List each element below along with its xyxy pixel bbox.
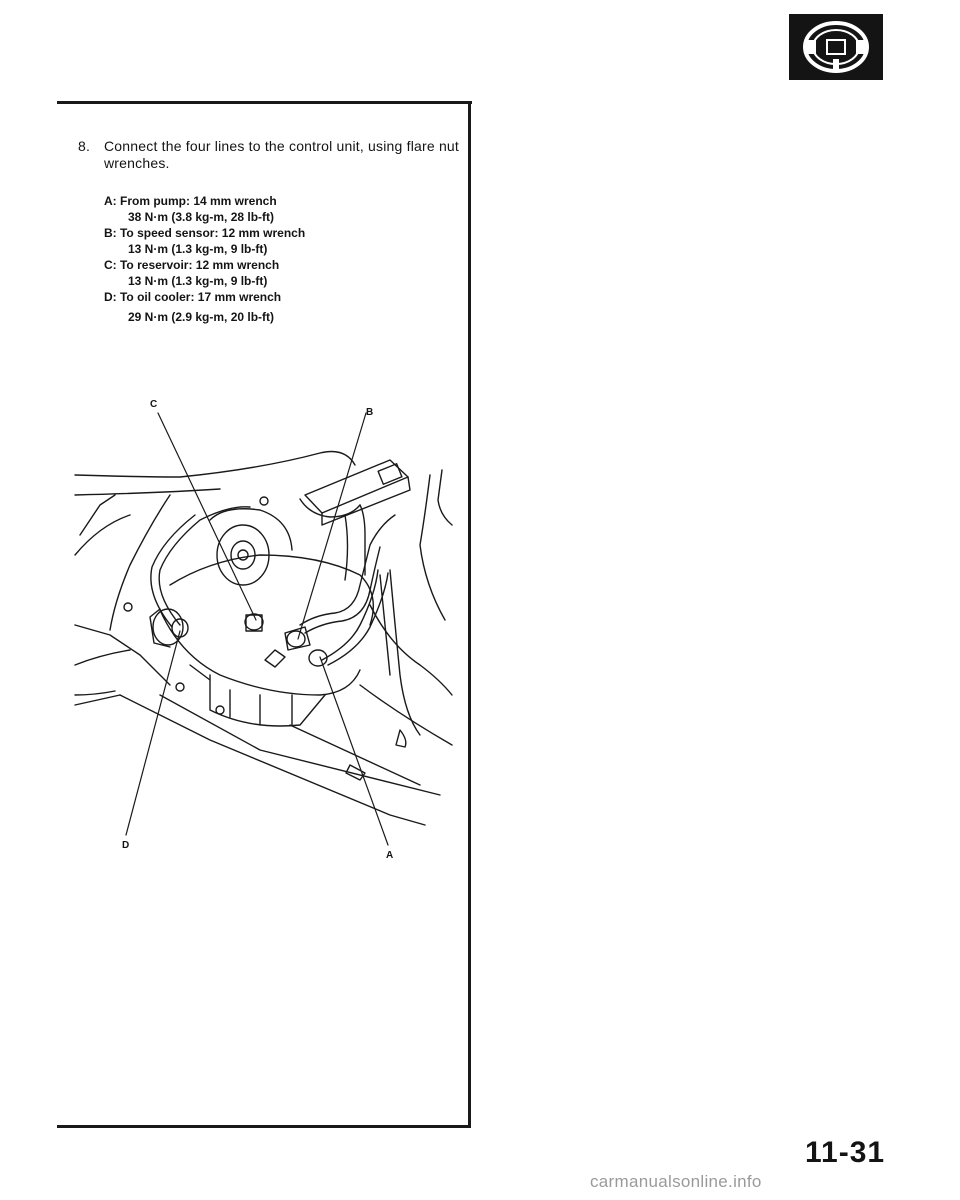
spec-torque: 13 N·m (1.3 kg-m, 9 lb-ft): [128, 274, 268, 288]
top-rule: [57, 101, 472, 104]
callout-d: D: [122, 840, 130, 851]
torque-spec-list: [104, 193, 305, 325]
spec-torque: 38 N·m (3.8 kg-m, 28 lb-ft): [128, 210, 275, 224]
callout-a: A: [386, 850, 394, 861]
bottom-rule: [57, 1125, 471, 1128]
spec-item-b: [104, 225, 305, 257]
spec-item-d: [104, 289, 305, 325]
step-text: Connect the four lines to the control unit, using flare nut wrenches.: [104, 138, 460, 171]
control-unit-illustration: [60, 395, 470, 870]
spec-torque: 13 N·m (1.3 kg-m, 9 lb-ft): [128, 242, 268, 256]
spec-label: B: To speed sensor: 12 mm wrench: [104, 226, 306, 240]
spec-torque: 29 N·m (2.9 kg-m, 20 lb-ft): [128, 310, 275, 324]
spec-item-a: [104, 193, 305, 225]
watermark: carmanualsonline.info: [590, 1172, 762, 1191]
page-number: 11-31: [805, 1136, 886, 1169]
step-number: 8.: [78, 138, 91, 154]
callout-c: C: [150, 399, 158, 410]
steering-wheel-icon: [789, 14, 883, 80]
spec-label: D: To oil cooler: 17 mm wrench: [104, 290, 282, 304]
callout-b: B: [366, 407, 374, 418]
spec-label: C: To reservoir: 12 mm wrench: [104, 258, 280, 272]
spec-label: A: From pump: 14 mm wrench: [104, 194, 277, 208]
spec-item-c: [104, 257, 305, 289]
